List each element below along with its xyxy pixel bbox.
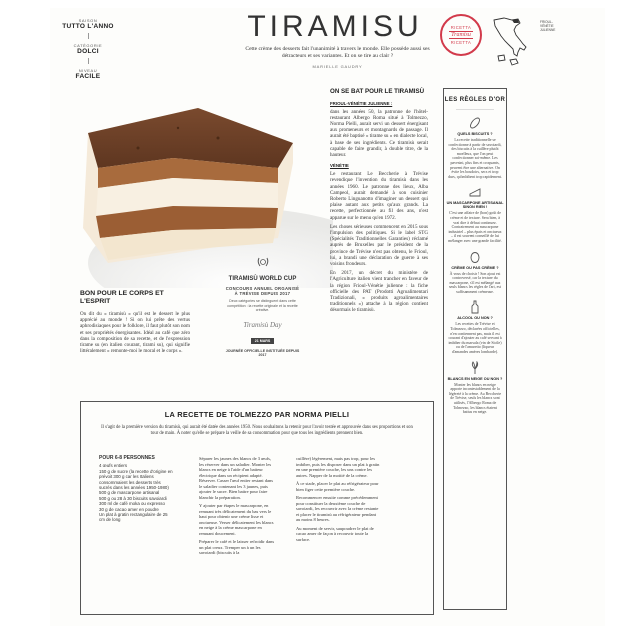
rule-question: ALCOOL OU NON ? — [457, 316, 493, 321]
left-article-heading: BON POUR LE CORPS ET L'ESPRIT — [80, 290, 164, 305]
ricetta-stamp — [440, 14, 482, 56]
bottle-icon — [468, 300, 482, 314]
category-label: CATÉGORIE — [73, 43, 103, 48]
ingredients-list — [99, 456, 174, 523]
ingredient-item: 150 g de sucre (la recette d'origine en prévoit 300 g car les Italiens consommaient les desserts très sucrés dans les années 1950-1980) — [99, 468, 173, 491]
mid-article-paragraph: En 2017, un décret du ministère de l'Agriculture italien vient trancher en faveur de la région Frioul-Vénétie julienne : la fiche officielle des PAT (Prodotti Agroalimentari Tradizionali, « produits agroalimentaires traditionnels ») attache à la région contient désormais le tiramisù. — [330, 270, 428, 314]
ingredient-item: 500 g ou 28 à 30 biscuits savoiardi — [99, 495, 167, 501]
mid-article-paragraph: dans les années 50, la patronne de l'hôtel-restaurant Albergo Roma situé à Tolmezzo, Norma Pielli, aurait servi un dessert énergisant aux promeneurs et montagnards de passage. Il aurait été baptisé « tirame su » en dialecte local, à base de ses ingrédients. Ce tiramisù serait capable de faire grandir, à double titre, de la hauteur. — [330, 108, 428, 158]
category-value: DOLCI — [77, 48, 99, 55]
level-value: FACILE — [75, 73, 101, 80]
region-subheading: VÉNÉTIE — [330, 163, 349, 169]
recipe-intro: Il s'agit de la première version du tiramisù, qui aurait été datée des années 1950. Nous souhaitons la retenir pour l'avoir testée et approuvée dans ses proportions et son tour de main. À noter qu'elle se prépare la veille de sa consommation pour que tous les ingrédients prennent bien. — [101, 425, 413, 436]
season-label: SAISON — [78, 18, 98, 23]
season-value: TUTTO L'ANNO — [62, 23, 114, 30]
recipe-title: LA RECETTE DE TOLMEZZO PAR NORMA PIELLI — [164, 410, 350, 419]
rule-question: BLANCS EN NEIGE OU NON ? — [447, 376, 503, 381]
page-title: TIRAMISU — [247, 10, 423, 43]
rule-question: QUELS BISCUITS ? — [457, 132, 493, 136]
stamp-top-text: RICETTA — [450, 25, 472, 30]
mid-article-paragraph: Les choses sérieuses commencent en 2015 sous l'impulsion des politiques. Si le label STG (Spécialités Traditionnelles Garanties) réclamé auprès de Bruxelles par le président de la province de Trévise n'est pas obtenu, le Frioul, lui, a brandi une déclaration de guerre à ses voisins frondeurs. — [330, 223, 428, 267]
italy-map-icon — [490, 16, 528, 68]
world-cup-title: TIRAMISÙ WORLD CUP — [228, 276, 297, 282]
stamp-bottom-text: RICETTA — [450, 40, 472, 45]
cookie-icon — [468, 116, 482, 130]
recipe-step: Au moment de servir, saupoudrer le plat de cacao amer de façon à recouvrir toute la surface. — [296, 525, 374, 542]
award-box — [225, 255, 300, 358]
ingredient-item: 4 œufs entiers — [99, 463, 128, 469]
divider — [88, 58, 89, 64]
contest-description: Deux catégories se distinguent dans cette compétition : la recette originale et la recette créative. — [227, 299, 298, 312]
mid-article-heading: ON SE BAT POUR LE TIRAMISÙ — [330, 88, 425, 95]
rules-title: LES RÈGLES D'OR — [444, 97, 506, 103]
whisk-icon — [468, 361, 482, 375]
ingredient-item: 30 g de cacao amer en poudre — [99, 506, 159, 512]
date-badge: 21 MARS — [251, 338, 275, 344]
stamp-middle-text: Tramisu — [451, 32, 471, 38]
rule-question: CRÈME OU PAS CRÈME ? — [451, 265, 499, 270]
divider — [88, 33, 89, 39]
steps-column-2 — [296, 456, 380, 545]
recipe-step: Y ajouter par étapes le mascarpone, en remuant très délicatement du bas vers le haut pour obtenir une crème lisse et onctueuse. Verser délicatement les blancs en neige à la crème mascarpone en remuant doucement. — [199, 503, 274, 536]
ingredient-item: Un plat à gratin rectangulaire de 25 cm de long — [99, 512, 168, 523]
rule-answer: À vous de choisir ! Son ajout est controversé, car la texture du mascarpone, s'il est mélangé aux seuls blancs les règles de l'art, est suffisamment crémeuse. — [448, 271, 502, 294]
contest-text: CONCOURS ANNUEL ORGANISÉ À TRÉVISE DEPUIS 2017 — [225, 286, 300, 296]
cheese-icon — [468, 185, 482, 199]
left-article — [80, 290, 190, 354]
divider — [456, 109, 493, 110]
author-name: MARIELLE GAUDRY — [312, 64, 363, 69]
recipe-step: À ce stade, placer le plat au réfrigérateur pour bien figer cette première couche. — [296, 481, 379, 492]
ingredient-item: 500 g de mascarpone artisanal — [99, 490, 160, 496]
left-article-body: On dit du « tiramisù » qu'il est le dessert le plus apprécié au monde ! Si on lui prête des vertus aphrodisiaques pour le folklore, il faut plutôt son nom et ses propriétés énergisantes. Idéal au café que zéro dans la composition de sa recette, et de l'expression tirame su (en italien courant, tirami su), qui signifie littéralement « remonte-moi le moral et le corps ». — [80, 311, 190, 355]
recipe-step: Préparer le café et le laisser refroidir dans un plat creux. Tremper un à un les savoiardi (biscuits à la — [199, 539, 275, 555]
map-label: FRIOUL-VÉNÉTIE JULIENNE — [540, 20, 556, 32]
recipe-box — [80, 401, 434, 615]
recipe-step: Recommencer ensuite comme précédemment pour constituer la deuxième couche de savoiardi, les recouvrir avec la crème restante et placer le tiramisù au réfrigérateur pendant au moins 8 heures. — [296, 495, 379, 522]
rule-answer: Les recettes de Trévise et Tolmezzo, déclarées officielles, n'en contiennent pas, mais il est courant d'ajouter au café servant à imbiber du marsala (vin de Sicile) ou de l'amaretto (liqueur d'amandes amères lombarde). — [448, 322, 502, 355]
steps-column-1 — [199, 456, 277, 559]
rule-answer: La recette traditionnelle se confectionne à partir de savoiardi, des biscuits à la cuillère plutôt moelleux, que l'on peut confectionner soi-même. Les pavesini, plus fins et croquants, peuvent être une alternative. On évite les boudoirs, secs et trop durs, qu'imbibent trop rapidement. — [448, 138, 502, 179]
recipe-step: cuillère) légèrement, mais pas trop, pour les imbiber, puis les disposer dans un plat à gratin en une première couche, les uns contre les autres. Napper de la moitié de la crème. — [296, 456, 380, 478]
mid-article-paragraph: Le restaurant Le Beccherie à Trévise revendique l'invention du tiramisù dans les années 1960. Le patronne des lieux, Alba Campeol, aurait demandé à son cuisinier Roberto Linguanotto d'imaginer un dessert qui plaise autant aux petits qu'aux grands. La recette, perfectionnée au fil des ans, n'est apparue sur le menu qu'en 1972. — [330, 171, 428, 221]
rule-answer: C'est une affaire de (bon) goût de crème et de texture. Sera bien, à vrai dire à défaut continuez. Contrairement au mascarpone industriel – plus épais et onctueux – il est souvent conseillé de lui mélanger avec une grande facilité. — [448, 211, 502, 243]
egg-icon — [468, 250, 482, 264]
ingredient-item: 300 ml de café moka ou expresso — [99, 501, 165, 507]
rule-question: UN MASCARPONE ARTISANAL SINON RIEN ! — [446, 201, 504, 210]
intro-text: Cette crème des desserts fait l'unanimité à travers le monde. Elle possède aussi ses détracteurs et ses variantes. Et on se tire au clair ? — [245, 46, 430, 59]
golden-rules-box — [443, 88, 507, 610]
recipe-meta — [58, 14, 118, 80]
ingredients-heading: POUR 6-8 PERSONNES — [99, 455, 155, 461]
rule-answer: Monter les blancs en neige apporte incontestablement de la légèreté à la crème. Au Beccherie de Trévise, seuls les blancs sont utilisés, l'Albergo Roma de Tolmezzo, les blancs étaient battus en neige. — [448, 382, 502, 415]
laurel-icon — [256, 255, 270, 269]
tiramisu-day-title: Tiramisù Day — [243, 320, 282, 329]
region-subheading: FRIOUL-VÉNÉTIE JULIENNE : — [330, 100, 393, 106]
day-description: JOURNÉE OFFICIELLE INSTITUÉE DEPUIS 2017 — [225, 348, 300, 357]
level-label: NIVEAU — [78, 68, 98, 73]
mid-article — [330, 88, 428, 314]
recipe-step: Séparer les jaunes des blancs de 3 œufs, les réserver dans un saladier. Monter les blancs en neige à l'aide d'un batteur électrique dans un récipient adapté. Réserver. Casser l'œuf entier restant dans le saladier contenant les 3 jaunes, puis ajouter le sucre. Bien battre pour faire blanchir la préparation. — [199, 456, 274, 500]
